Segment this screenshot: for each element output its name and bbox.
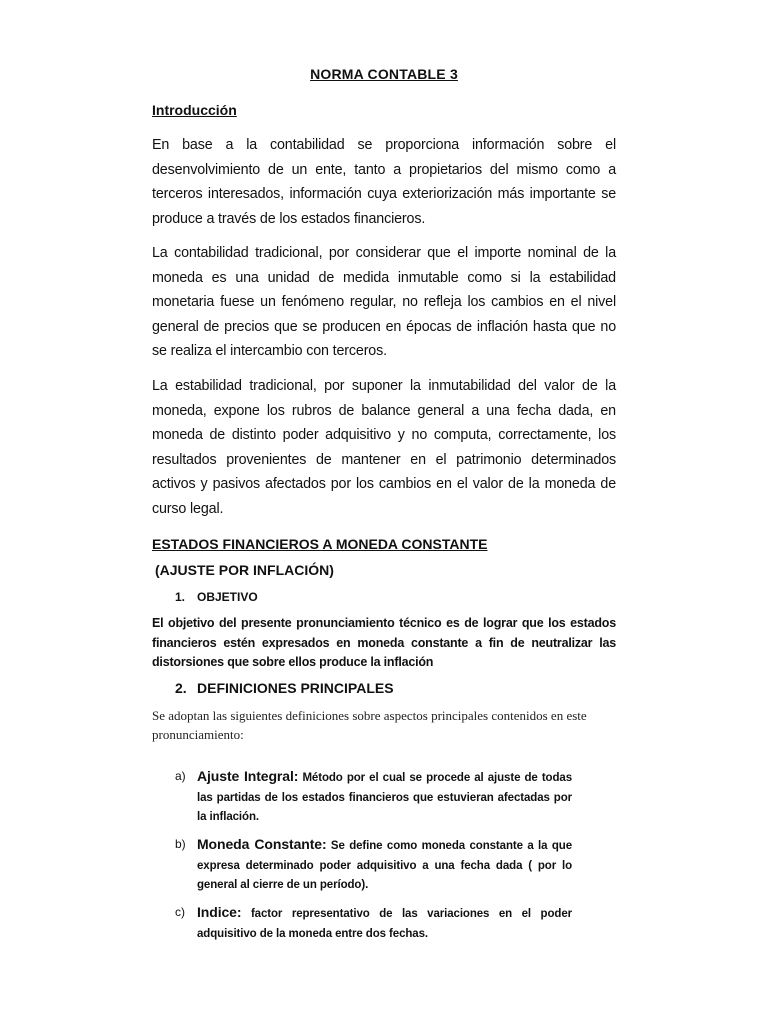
definiciones-intro: Se adoptan las siguientes definiciones sobre aspectos principales contenidos en este pronunciamiento: <box>152 708 587 742</box>
definition-letter: c) <box>175 905 185 919</box>
objetivo-number: 1. <box>175 590 186 604</box>
intro-heading: Introducción <box>152 102 237 118</box>
definition-item <box>175 835 572 895</box>
definition-term: Indice: <box>197 904 242 920</box>
definition-text: Se define como moneda constante a la que expresa determinado poder adquisitivo a una fecha dada ( por lo general al cierre de un período). <box>197 840 572 891</box>
definiciones-title: DEFINICIONES PRINCIPALES <box>197 680 394 696</box>
objetivo-text: El objetivo del presente pronunciamiento técnico es de lograr que los estados financieros estén expresados en moneda constante a fin de neutralizar las distorsiones que sobre ellos produce la inflación <box>152 616 616 669</box>
objetivo-title: OBJETIVO <box>197 590 258 604</box>
definition-term: Moneda Constante: <box>197 836 327 852</box>
paragraph-3: La estabilidad tradicional, por suponer la inmutabilidad del valor de la moneda, expone los rubros de balance general a una fecha dada, en moneda de distinto poder adquisitivo y no computa, correctamente, los resultados provenientes de mantener en el patrimonio determinados activos y pasivos afectados por los cambios en el valor de la moneda de curso legal. <box>152 378 616 517</box>
definition-item <box>175 903 572 943</box>
paragraph-2: La contabilidad tradicional, por considerar que el importe nominal de la moneda es una unidad de medida inmutable como si la estabilidad monetaria fuese un fenómeno regular, no refleja los cambios en el nivel general de precios que se producen en épocas de inflación hasta que no se realiza el intercambio con terceros. <box>152 245 616 359</box>
definition-letter: b) <box>175 837 186 851</box>
objetivo-heading <box>175 590 258 604</box>
definition-text: factor representativo de las variaciones en el poder adquisitivo de la moneda entre dos fechas. <box>197 908 572 940</box>
definition-text: Método por el cual se procede al ajuste de todas las partidas de los estados financieros que estuvieran afectadas por la inflación. <box>197 772 572 823</box>
section-subheading: (AJUSTE POR INFLACIÓN) <box>155 562 334 578</box>
document-title: NORMA CONTABLE 3 <box>310 66 458 82</box>
definition-letter: a) <box>175 769 186 783</box>
definiciones-heading <box>175 680 394 696</box>
definition-term: Ajuste Integral: <box>197 768 299 784</box>
section-heading: ESTADOS FINANCIEROS A MONEDA CONSTANTE <box>152 536 488 552</box>
definition-item <box>175 767 572 827</box>
paragraph-1: En base a la contabilidad se proporciona información sobre el desenvolvimiento de un ente, tanto a propietarios del mismo como a terceros interesados, información cuya exteriorización más importante se produce a través de los estados financieros. <box>152 137 616 227</box>
definiciones-number: 2. <box>175 680 187 696</box>
